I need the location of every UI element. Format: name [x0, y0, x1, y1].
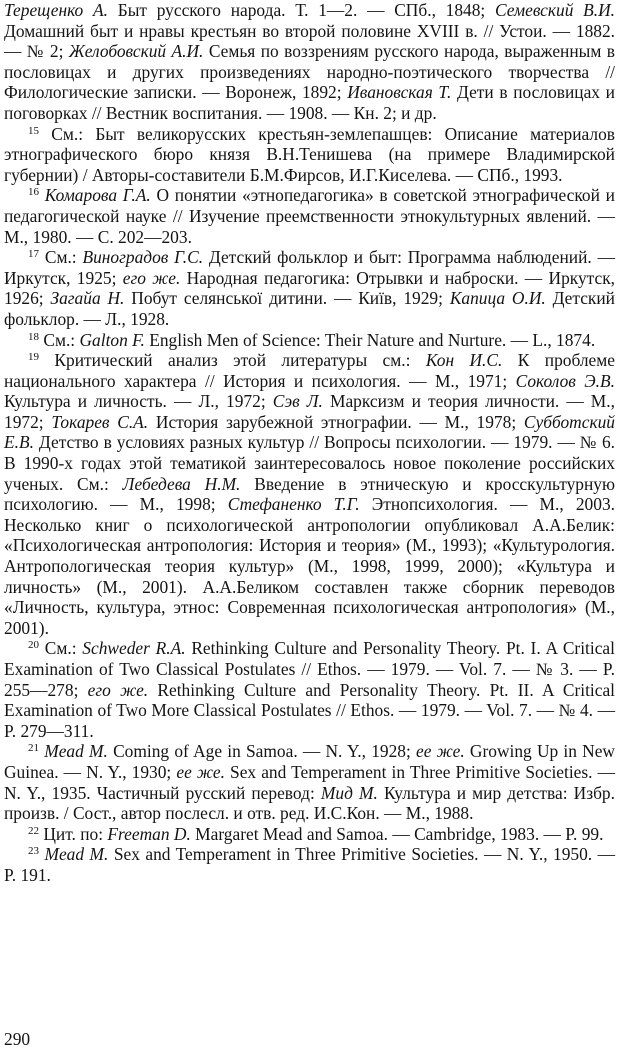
- citation-author: Капица О.И.: [449, 288, 546, 309]
- footnote-number: 22: [28, 824, 39, 837]
- citation-author: Schweder R.A.: [82, 638, 186, 659]
- footnote-number: 23: [28, 845, 39, 858]
- footnote-text: Культура и личность. — Л., 1972;: [4, 391, 273, 412]
- citation-author: Сэв Л.: [272, 391, 323, 412]
- citation-author: Желобовский А.И.: [68, 41, 204, 62]
- footnote: [4, 0, 615, 124]
- footnote-text: Детский фольклор и быт: Программа наблюдений. — Иркутск, 1925;: [4, 247, 615, 288]
- footnote-text: Rethinking Culture and Personality Theory. Pt. I. A Critical Examination of Two Classical Postulates // Ethos. — 1979. — Vol. 7. — № 3. — P. 255—278;: [4, 638, 615, 700]
- citation-author: Кон И.С.: [425, 350, 503, 371]
- footnote-text: Народная педагогика: Отрывки и наброски. — Иркутск, 1926;: [4, 267, 616, 309]
- footnote-text: См.: Быт великорусских крестьян-землепашцев: Описание материалов этнографического бюро князя В.Н.Тенишева (на примере Владимирской губернии) / Авторы-составители Б.М.Фирсов, И.Г.Киселева. — СПб., 1993.: [4, 123, 615, 185]
- footnote: [4, 638, 615, 741]
- citation-author: Mead M.: [44, 844, 109, 865]
- footnote-text: О понятии «этнопедагогика» в советской этнографической и педагогической науке // Изучение преемственности этнокультурных явлений. — М., 1980. — С. 202—203.: [4, 185, 615, 247]
- footnote: [4, 330, 615, 351]
- footnote-text: См.:: [43, 329, 80, 350]
- footnote-text: Быт русского народа. Т. 1—2. — СПб., 1848;: [107, 0, 495, 20]
- footnote-text: Sex and Temperament in Three Primitive Societies. — N. Y., 1950. — P. 191.: [4, 844, 615, 885]
- citation-author: его же.: [87, 679, 149, 700]
- footnote-number: 21: [28, 742, 39, 755]
- citation-author: Соколов Э.В.: [515, 370, 615, 391]
- page-number: 290: [4, 1029, 31, 1049]
- footnote-text: Coming of Age in Samoa. — N. Y., 1928;: [107, 741, 417, 762]
- footnote-text: Этнопсихология. — М., 2003. Несколько книг о психологической антропологии опубликовал А.А.Белик: «Психологическая антропология: История и теория» (М., 1993); «Культурология. Антропологическая теория культур» (М., 1998, 1999, 2000); «Культура и личность» (М., 2001). А.А.Беликом составлен также сборник переводов «Личность, культура, этнос: Современная психологическая антропология» (М., 2001).: [4, 494, 615, 638]
- footnote-text: Growing Up in New Guinea. — N. Y., 1930;: [4, 741, 615, 782]
- footnote: [4, 185, 615, 247]
- footnote-text: Margaret Mead and Samoa. — Cambridge, 1983. — P. 99.: [190, 823, 604, 844]
- footnote-text: Побут селянської дитини. — Київ, 1929;: [124, 288, 450, 309]
- footnote: [4, 844, 615, 885]
- footnote-text: Культура и мир детства: Избр. произв. / Сост., автор послесл. и отв. ред. И.С.Кон. — М., 1988.: [4, 782, 615, 824]
- citation-author: Комарова Г.А.: [44, 185, 151, 206]
- citation-author: Galton F.: [79, 329, 145, 350]
- footnote-text: Цит. по:: [43, 823, 108, 844]
- footnote-text: Домашний быт и нравы крестьян во второй половине XVIII в. // Устои. — 1882. — № 2;: [4, 20, 615, 62]
- citation-author: ее же.: [416, 741, 465, 762]
- footnote-number: 19: [28, 351, 39, 364]
- citation-author: Виноградов Г.С.: [82, 247, 204, 268]
- footnote-number: 18: [28, 330, 39, 343]
- footnote-text: Детство в условиях разных культур // Вопросы психологии. — 1979. — № 6. В 1990-х годах этой тематикой заинтересовалось новое поколение российских ученых. См.:: [4, 432, 615, 494]
- footnote-text: См.:: [44, 638, 83, 659]
- footnote-text: К проблеме национального характера // История и психология. — М., 1971;: [4, 350, 615, 391]
- citation-author: Субботский Е.В.: [4, 411, 615, 453]
- citation-author: его же.: [122, 267, 181, 288]
- footnote: [4, 124, 615, 186]
- footnote-text: История зарубежной этнографии. — М., 1978;: [148, 411, 524, 432]
- footnote-number: 20: [28, 639, 39, 652]
- footnotes-block: [4, 0, 615, 886]
- footnote-text: Критический анализ этой литературы см.:: [54, 350, 426, 371]
- footnote: [4, 741, 615, 823]
- footnote-text: Введение в этническую и кросскультурную психологию. — М., 1998;: [4, 473, 615, 515]
- footnote-text: Дети в пословицах и поговорках // Вестник воспитания. — 1908. — Кн. 2; и др.: [4, 82, 615, 123]
- citation-author: Семевский В.И.: [495, 0, 615, 20]
- footnote-number: 16: [28, 186, 39, 199]
- citation-author: Freeman D.: [107, 823, 191, 844]
- citation-author: Терещенко А.: [4, 0, 108, 20]
- citation-author: Ивановская Т.: [347, 82, 452, 103]
- footnote-text: Марксизм и теория личности. — М., 1972;: [4, 391, 615, 432]
- footnote-text: Семья по воззрениям русского народа, выраженным в пословицах и других произведениях народно-поэтического творчества // Филологические записки. — Воронеж, 1892;: [4, 41, 615, 103]
- footnote-text: Детский фольклор. — Л., 1928.: [4, 288, 615, 329]
- footnote-text: Sex and Temperament in Three Primitive Societies. — N. Y., 1935. Частичный русский перевод:: [4, 761, 615, 803]
- citation-author: Токарев С.А.: [51, 411, 149, 432]
- footnote-text: English Men of Science: Their Nature and Nurture. — L., 1874.: [144, 329, 596, 350]
- footnote-text: См.:: [44, 247, 83, 268]
- citation-author: Загайа Н.: [50, 288, 125, 309]
- footnote-number: 17: [28, 248, 39, 261]
- footnote: [4, 247, 615, 329]
- citation-author: Mead M.: [44, 741, 108, 762]
- citation-author: ее же.: [176, 761, 225, 782]
- citation-author: Лебедева Н.М.: [122, 473, 241, 494]
- citation-author: Стефаненко Т.Г.: [227, 494, 360, 515]
- citation-author: Мид М.: [320, 782, 378, 803]
- footnote-text: Rethinking Culture and Personality Theory. Pt. II. A Critical Examination of Two More Classical Postulates // Ethos. — 1979. — Vol. 7. — № 4. — P. 279—311.: [4, 679, 615, 741]
- footnote-number: 15: [28, 124, 39, 137]
- footnote: [4, 350, 615, 638]
- footnote: [4, 824, 615, 845]
